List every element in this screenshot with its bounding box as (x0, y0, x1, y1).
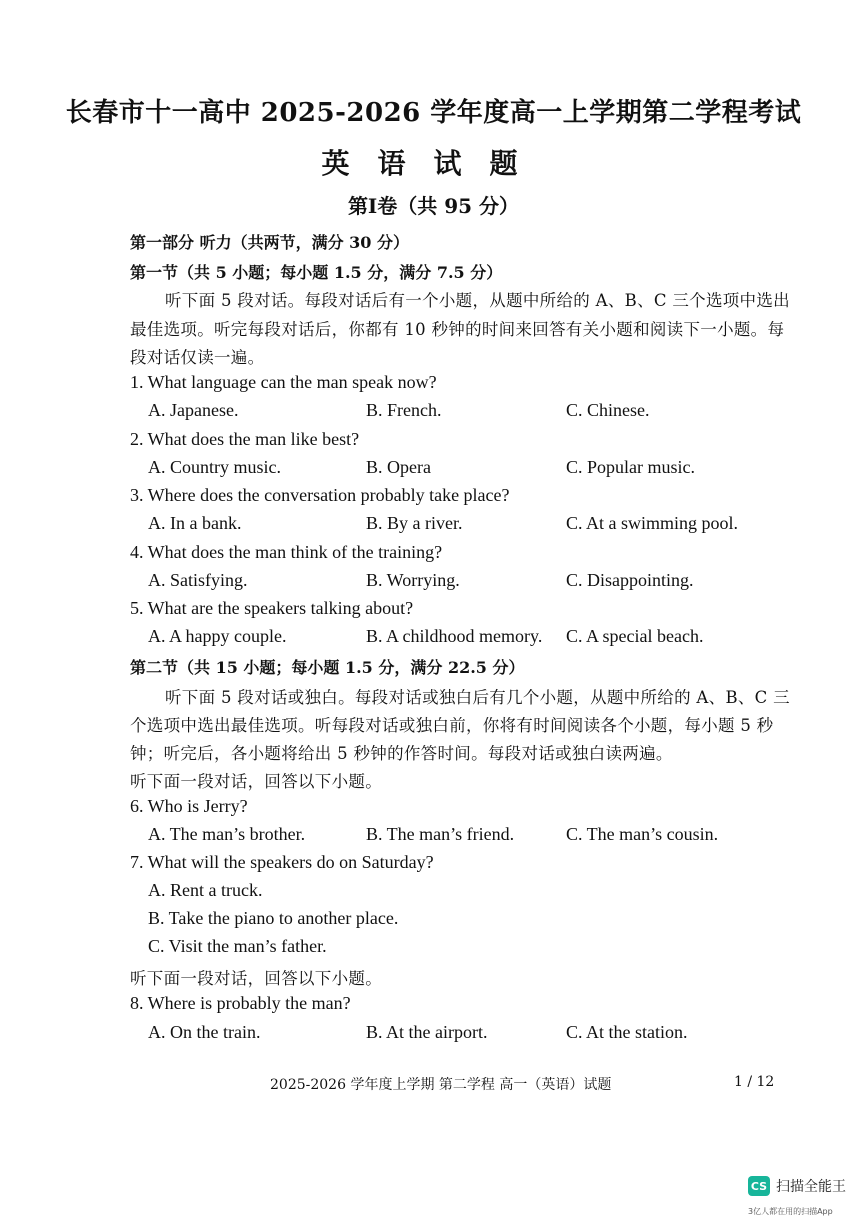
option-8a: A. On the train. (148, 1022, 261, 1042)
camscanner-logo-icon: CS (748, 1176, 770, 1196)
question-1: 1. What language can the man speak now? (130, 372, 437, 392)
instruction-line: 最佳选项。听完每段对话后，你都有 10 秒钟的时间来回答有关小题和阅读下一小题。每 (130, 320, 785, 339)
option-1a: A. Japanese. (148, 400, 239, 420)
instruction-line: 个选项中选出最佳选项。听每段对话或独白前，你将有时间阅读各个小题，每小题 5 秒 (130, 716, 774, 735)
option-8b: B. At the airport. (366, 1022, 488, 1042)
section1-heading: 第一节（共 5 小题；每小题 1.5 分，满分 7.5 分） (130, 263, 503, 282)
option-5a: A. A happy couple. (148, 626, 287, 646)
question-7: 7. What will the speakers do on Saturday? (130, 852, 434, 872)
option-3c: C. At a swimming pool. (566, 513, 739, 533)
instruction-line: 听下面 5 段对话或独白。每段对话或独白后有几个小题，从题中所给的 A、B、C 三 (165, 688, 790, 707)
option-2a: A. Country music. (148, 457, 281, 477)
section2-heading: 第二节（共 15 小题；每小题 1.5 分，满分 22.5 分） (130, 658, 525, 677)
option-5c: C. A special beach. (566, 626, 704, 646)
question-5: 5. What are the speakers talking about? (130, 598, 414, 618)
page-footer: 2025-2026 学年度上学期 第二学程 高一（英语）试题 (270, 1077, 612, 1093)
scanner-app-name: 扫描全能王 (776, 1179, 846, 1195)
listening-note: 听下面一段对话，回答以下小题。 (130, 969, 382, 988)
instruction-line: 段对话仅读一遍。 (130, 348, 265, 367)
option-3a: A. In a bank. (148, 513, 242, 533)
question-6: 6. Who is Jerry? (130, 796, 248, 816)
instruction-line: 听下面 5 段对话。每段对话后有一个小题，从题中所给的 A、B、C 三个选项中选出 (165, 291, 790, 310)
subject-title: 英语试题 (321, 147, 546, 180)
question-3: 3. Where does the conversation probably take place? (130, 485, 510, 505)
question-8: 8. Where is probably the man? (130, 993, 351, 1013)
option-1b: B. French. (366, 400, 442, 420)
option-3b: B. By a river. (366, 513, 463, 533)
page-number: 1 / 12 (734, 1074, 775, 1090)
question-4: 4. What does the man think of the training? (130, 542, 443, 562)
option-2c: C. Popular music. (566, 457, 695, 477)
volume-heading: 第Ⅰ卷（共 95 分） (347, 194, 520, 218)
listening-note: 听下面一段对话，回答以下小题。 (130, 772, 382, 791)
option-7a: A. Rent a truck. (148, 880, 263, 900)
option-4a: A. Satisfying. (148, 570, 248, 590)
option-6c: C. The man’s cousin. (566, 824, 719, 844)
option-8c: C. At the station. (566, 1022, 688, 1042)
option-5b: B. A childhood memory. (366, 626, 543, 646)
scanner-tagline: 3亿人都在用的扫描App (748, 1207, 833, 1216)
part1-heading: 第一部分 听力（共两节，满分 30 分） (130, 233, 409, 252)
option-6a: A. The man’s brother. (148, 824, 306, 844)
question-2: 2. What does the man like best? (130, 429, 360, 449)
option-2b: B. Opera (366, 457, 431, 477)
exam-title: 长春市十一高中 2025-2026 学年度高一上学期第二学程考试 (65, 98, 802, 128)
option-6b: B. The man’s friend. (366, 824, 515, 844)
option-4c: C. Disappointing. (566, 570, 694, 590)
option-1c: C. Chinese. (566, 400, 650, 420)
option-7c: C. Visit the man’s father. (148, 936, 327, 956)
instruction-line: 钟；听完后，各小题将给出 5 秒钟的作答时间。每段对话或独白读两遍。 (130, 744, 673, 763)
option-7b: B. Take the piano to another place. (148, 908, 399, 928)
scanner-watermark (748, 1176, 846, 1196)
option-4b: B. Worrying. (366, 570, 460, 590)
